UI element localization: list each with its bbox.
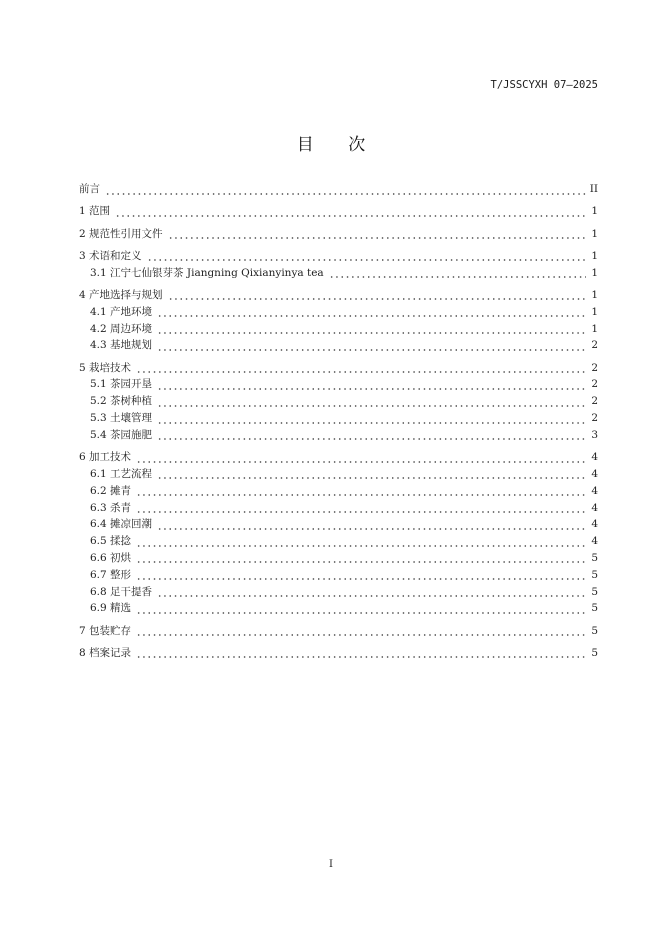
toc-subentry <box>79 516 598 533</box>
dot-leader <box>115 203 586 220</box>
toc-entry-page-number: 2 <box>591 361 598 374</box>
toc-subentry <box>79 393 598 410</box>
toc-entry-label: 6.7 整形 <box>90 568 132 581</box>
toc-entry-label: 4.1 产地环境 <box>90 305 153 318</box>
dot-leader <box>157 466 586 483</box>
toc-entry-label: 7 包装贮存 <box>79 624 132 637</box>
page-title: 目 次 <box>296 135 366 155</box>
toc-subentry <box>79 265 598 282</box>
toc-entry-page-number: 4 <box>591 451 598 464</box>
dot-leader <box>157 516 586 533</box>
toc-entry-label: 1 范围 <box>79 205 111 218</box>
toc-entry <box>79 287 598 304</box>
toc-subentry <box>79 483 598 500</box>
document-code: T/JSSCYXH 07—2025 <box>490 79 598 91</box>
toc-entry-label: 5.3 土壤管理 <box>90 412 153 425</box>
toc-entry-label: 5.2 茶树种植 <box>90 395 153 408</box>
toc-subentry <box>79 567 598 584</box>
dot-leader <box>136 449 586 466</box>
toc-subentry <box>79 376 598 393</box>
toc-subentry <box>79 304 598 321</box>
dot-leader <box>157 321 586 338</box>
toc-entry-page-number: 2 <box>591 339 598 352</box>
toc-entry-page-number: II <box>589 183 598 195</box>
dot-leader <box>157 393 586 410</box>
dot-leader <box>157 304 586 321</box>
toc-subentry <box>79 533 598 550</box>
dot-leader <box>105 181 586 198</box>
dot-leader <box>136 500 586 517</box>
toc-subentry <box>79 466 598 483</box>
toc-entry <box>79 360 598 377</box>
toc-entry-page-number: 5 <box>591 568 598 581</box>
toc-entry <box>79 203 598 220</box>
dot-leader <box>136 360 586 377</box>
dot-leader <box>157 584 586 601</box>
toc-entry-label: 2 规范性引用文件 <box>79 227 163 240</box>
toc-entry-page-number: 4 <box>591 501 598 514</box>
toc-entry-page-number: 1 <box>591 227 598 240</box>
toc-entry-label: 6 加工技术 <box>79 451 132 464</box>
dot-leader <box>136 550 586 567</box>
toc-entry-page-number: 3 <box>591 428 598 441</box>
toc-entry-label: 6.1 工艺流程 <box>90 467 153 480</box>
dot-leader <box>157 376 586 393</box>
toc-entry-page-number: 5 <box>591 602 598 615</box>
toc-entry-page-number: 1 <box>591 322 598 335</box>
toc-entry <box>79 181 598 198</box>
toc-entry-label: 3 术语和定义 <box>79 249 142 262</box>
toc-subentry <box>79 550 598 567</box>
toc-entry-page-number: 4 <box>591 484 598 497</box>
toc-entry-page-number: 5 <box>591 624 598 637</box>
toc-subentry <box>79 410 598 427</box>
toc-entry-label: 6.3 杀青 <box>90 501 132 514</box>
toc-entry-label: 6.5 揉捻 <box>90 535 132 548</box>
toc-entry-label: 前言 <box>79 183 100 195</box>
toc-entry-label: 4.2 周边环境 <box>90 322 153 335</box>
toc-entry-page-number: 5 <box>591 646 598 659</box>
toc-entry <box>79 226 598 243</box>
dot-leader <box>168 226 586 243</box>
toc-entry-page-number: 1 <box>591 249 598 262</box>
toc-entry-page-number: 1 <box>591 205 598 218</box>
page-number: I <box>329 859 333 870</box>
toc-entry-label: 6.8 足干提香 <box>90 585 153 598</box>
toc-subentry <box>79 500 598 517</box>
toc-entry-label: 4 产地选择与规划 <box>79 288 163 301</box>
dot-leader <box>136 483 586 500</box>
toc-entry-page-number: 1 <box>591 305 598 318</box>
dot-leader <box>136 645 586 662</box>
toc-entry-page-number: 2 <box>591 412 598 425</box>
toc-entry-label: 8 档案记录 <box>79 646 132 659</box>
toc-entry-page-number: 2 <box>591 395 598 408</box>
dot-leader <box>136 567 586 584</box>
dot-leader <box>136 533 586 550</box>
dot-leader <box>157 427 586 444</box>
toc-entry-page-number: 2 <box>591 378 598 391</box>
toc-entry-page-number: 4 <box>591 518 598 531</box>
toc-entry-label: 4.3 基地规划 <box>90 339 153 352</box>
toc-subentry <box>79 337 598 354</box>
dot-leader <box>136 600 586 617</box>
dot-leader <box>157 410 586 427</box>
toc-entry-label: 6.2 摊青 <box>90 484 132 497</box>
table-of-contents <box>79 181 598 662</box>
toc-entry-label: 6.6 初烘 <box>90 551 132 564</box>
toc-entry-page-number: 4 <box>591 467 598 480</box>
toc-entry-label: 5 栽培技术 <box>79 361 132 374</box>
toc-entry-label: 6.4 摊凉回潮 <box>90 518 153 531</box>
toc-entry-page-number: 1 <box>591 288 598 301</box>
toc-entry-label: 3.1 江宁七仙银芽茶 Jiangning Qixianyinya tea <box>90 266 324 279</box>
dot-leader <box>147 248 586 265</box>
toc-entry <box>79 645 598 662</box>
toc-entry <box>79 623 598 640</box>
toc-subentry <box>79 321 598 338</box>
toc-entry <box>79 248 598 265</box>
toc-entry-label: 6.9 精选 <box>90 602 132 615</box>
toc-entry-page-number: 5 <box>591 585 598 598</box>
toc-entry <box>79 449 598 466</box>
dot-leader <box>136 623 586 640</box>
toc-subentry <box>79 584 598 601</box>
toc-entry-page-number: 1 <box>591 266 598 279</box>
toc-entry-page-number: 5 <box>591 551 598 564</box>
dot-leader <box>157 337 586 354</box>
dot-leader <box>329 265 586 282</box>
toc-subentry <box>79 600 598 617</box>
toc-subentry <box>79 427 598 444</box>
toc-entry-label: 5.1 茶园开垦 <box>90 378 153 391</box>
toc-entry-page-number: 4 <box>591 535 598 548</box>
toc-entry-label: 5.4 茶园施肥 <box>90 428 153 441</box>
dot-leader <box>168 287 586 304</box>
